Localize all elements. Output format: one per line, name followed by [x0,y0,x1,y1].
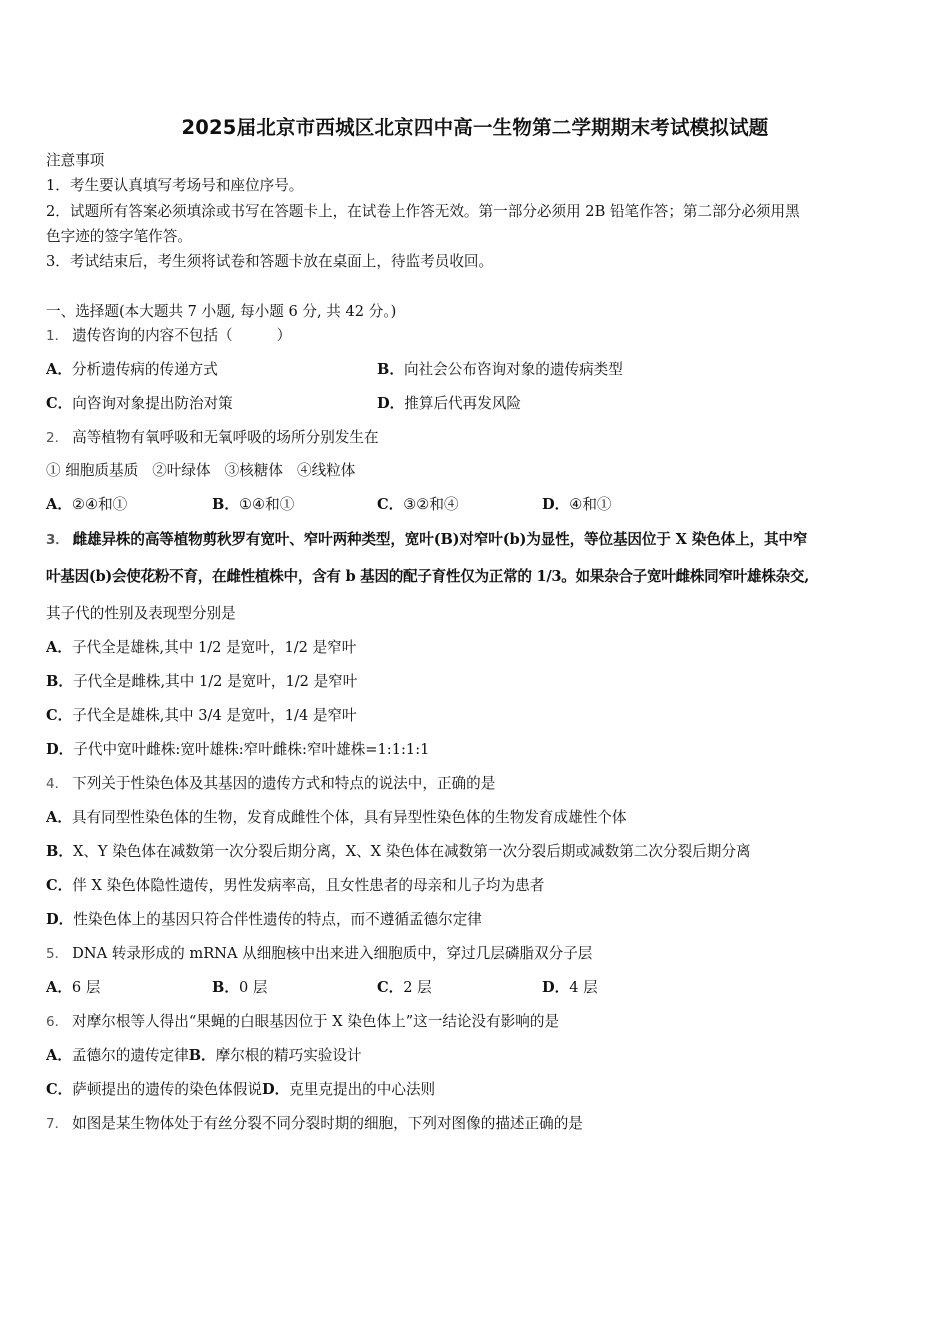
option-b: B．向社会公布咨询对象的遗传病类型 [377,361,623,378]
option-b: B．①④和① [212,496,295,513]
option-a: A．6 层 [46,979,101,996]
question-number: 4． [46,776,69,792]
option-d: D．4 层 [542,979,598,996]
question-stem: 高等植物有氧呼吸和无氧呼吸的场所分别发生在 [72,429,379,446]
option-a: A．具有同型性染色体的生物，发育成雌性个体，具有异型性染色体的生物发育成雄性个体 [46,809,627,826]
question-2-items: ① 细胞质基质 ②叶绿体 ③核糖体 ④线粒体 [46,462,356,479]
question-6 [46,1012,559,1032]
option-d: D．子代中宽叶雌株:宽叶雄株:窄叶雌株:窄叶雄株=1:1:1:1 [46,741,430,758]
note-item: 色字迹的签字笔作答。 [46,228,192,245]
question-stem: DNA 转录形成的 mRNA 从细胞核中出来进入细胞质中，穿过几层磷脂双分子层 [72,945,593,962]
option-d: D．性染色体上的基因只符合伴性遗传的特点，而不遵循孟德尔定律 [46,911,482,928]
question-stem: 对摩尔根等人得出“果蝇的白眼基因位于 X 染色体上”这一结论没有影响的是 [72,1013,560,1030]
question-number: 2． [46,430,69,446]
question-4 [46,774,495,794]
notes-heading: 注意事项 [46,152,105,169]
option-a-b-line: A．孟德尔的遗传定律B．摩尔根的精巧实验设计 [46,1047,362,1064]
option-d: D．推算后代再发风险 [377,395,522,412]
question-number: 5． [46,946,69,962]
question-1 [46,326,291,346]
option-b: B．子代全是雌株,其中 1/2 是宽叶，1/2 是窄叶 [46,673,358,690]
option-a: A．分析遗传病的传递方式 [46,361,218,378]
question-number: 7． [46,1116,69,1132]
note-item: 1．考生要认真填写考场号和座位序号。 [46,177,304,194]
option-a: A．子代全是雄株,其中 1/2 是宽叶，1/2 是窄叶 [46,639,357,656]
question-stem: 如图是某生物体处于有丝分裂不同分裂时期的细胞，下列对图像的描述正确的是 [72,1115,583,1132]
question-number: 6． [46,1014,69,1030]
question-5 [46,944,592,964]
option-a: A．②④和① [46,496,128,513]
question-3 [46,530,807,550]
option-c-d-line: C．萨顿提出的遗传的染色体假说D．克里克提出的中心法则 [46,1081,436,1098]
section-heading: 一、选择题(本大题共 7 小题, 每小题 6 分, 共 42 分。) [46,303,397,320]
question-stem: 遗传咨询的内容不包括（ [72,327,233,344]
question-3-line-3: 其子代的性别及表现型分别是 [46,605,236,622]
question-7 [46,1114,583,1134]
question-number: 1． [46,328,69,344]
question-stem-close: ） [276,327,292,344]
option-c: C．2 层 [377,979,432,996]
option-d: D．④和① [542,496,612,513]
option-b: B．X、Y 染色体在减数第一次分裂后期分离，X、X 染色体在减数第一次分裂后期或减数第二次分裂后期分离 [46,843,751,860]
note-item: 2．试题所有答案必须填涂或书写在答题卡上，在试卷上作答无效。第一部分必须用 2B 铅笔作答；第二部分必须用黑 [46,203,800,220]
note-item: 3．考试结束后，考生须将试卷和答题卡放在桌面上，待监考员收回。 [46,253,494,270]
question-2 [46,428,379,448]
option-c: C．向咨询对象提出防治对策 [46,395,233,412]
question-stem: 雌雄异株的高等植物剪秋罗有宽叶、窄叶两种类型，宽叶(B)对窄叶(b)为显性，等位基因位于 X 染色体上，其中窄 [72,531,808,548]
option-b: B．0 层 [212,979,268,996]
option-c: C．伴 X 染色体隐性遗传，男性发病率高，且女性患者的母亲和儿子均为患者 [46,877,545,894]
question-number: 3． [46,532,69,548]
question-3-line-2: 叶基因(b)会使花粉不育，在雌性植株中，含有 b 基因的配子育性仅为正常的 1/3。如果杂合子宽叶雌株同窄叶雄株杂交, [46,568,809,585]
exam-title: 2025届北京市西城区北京四中高一生物第二学期期末考试模拟试题 [181,116,769,139]
option-c: C．子代全是雄株,其中 3/4 是宽叶，1/4 是窄叶 [46,707,357,724]
option-c: C．③②和④ [377,496,459,513]
question-stem: 下列关于性染色体及其基因的遗传方式和特点的说法中，正确的是 [72,775,496,792]
